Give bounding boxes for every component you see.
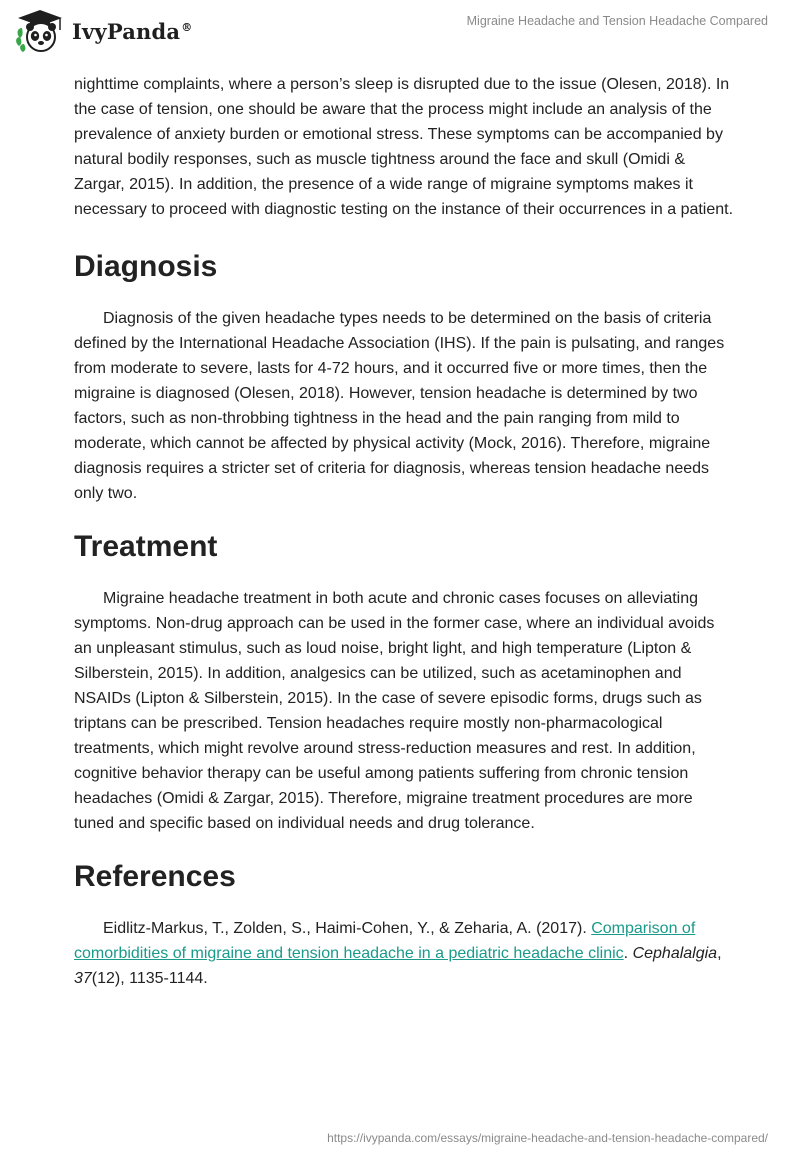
- reference-item: [74, 916, 734, 991]
- reference-title-link[interactable]: Comparison of comorbidities of migraine and tension headache in a pediatric headache clinic: [74, 920, 696, 962]
- treatment-heading: Treatment: [74, 530, 218, 563]
- essay-content: [74, 72, 734, 991]
- reference-period: .: [623, 945, 633, 962]
- treatment-paragraph: Migraine headache treatment in both acute and chronic cases focuses on alleviating symptoms. Non-drug approach can be used in the former case, where an individual avoids an unpleasant stimulus, such as loud noise, bright light, and high temperature (Lipton & Silberstein, 2015). In addition, analgesics can be utilized, such as acetaminophen and NSAIDs (Lipton & Silberstein, 2015). In the case of severe episodic forms, drugs such as triptans can be prescribed. Tension headaches require mostly non-pharmacological treatments, which might revolve around stress-reduction measures and rest. In addition, cognitive behavior therapy can be useful among patients suffering from chronic tension headaches (Omidi & Zargar, 2015). Therefore, migraine treatment procedures are more tuned and specific based on individual needs and drug tolerance.: [74, 590, 715, 832]
- ivypanda-logo[interactable]: [14, 8, 192, 54]
- page-header: [0, 0, 800, 62]
- reference-volume: 37: [74, 970, 92, 987]
- intro-paragraph: nighttime complaints, where a person’s sleep is disrupted due to the issue (Olesen, 2018). In the case of tension, one should be aware that the process might include an analysis of the prevalence of anxiety burden or emotional stress. These symptoms can be accompanied by natural bodily responses, such as muscle tightness around the face and skull (Omidi & Zargar, 2015). In addition, the presence of a wide range of migraine symptoms makes it necessary to proceed with diagnostic testing on the instance of their occurrences in a patient.: [74, 76, 734, 218]
- diagnosis-heading: Diagnosis: [74, 250, 218, 283]
- diagnosis-paragraph: Diagnosis of the given headache types needs to be determined on the basis of criteria defined by the International Headache Association (IHS). If the pain is pulsating, and ranges from moderate to severe, lasts for 4-72 hours, and it occurred five or more times, then the migraine is diagnosed (Olesen, 2018). However, tension headache is determined by two factors, such as non-throbbing tightness in the head and the pain ranging from mild to moderate, which cannot be affected by physical activity (Mock, 2016). Therefore, migraine diagnosis requires a stricter set of criteria for diagnosis, whereas tension headache needs only two.: [74, 310, 725, 502]
- reference-authors: Eidlitz-Markus, T., Zolden, S., Haimi-Cohen, Y., & Zeharia, A. (2017).: [103, 920, 592, 937]
- logo-wordmark: IvyPanda®: [72, 18, 193, 44]
- panda-graduate-icon: [14, 8, 66, 54]
- reference-journal: Cephalalgia: [632, 945, 718, 962]
- footer-url: https://ivypanda.com/essays/migraine-headache-and-tension-headache-compared/: [327, 1131, 768, 1145]
- document-title: Migraine Headache and Tension Headache Compared: [466, 14, 768, 28]
- references-heading: References: [74, 860, 236, 893]
- reference-separator: ,: [717, 945, 722, 962]
- reference-issue-pages: (12), 1135-1144.: [91, 970, 208, 987]
